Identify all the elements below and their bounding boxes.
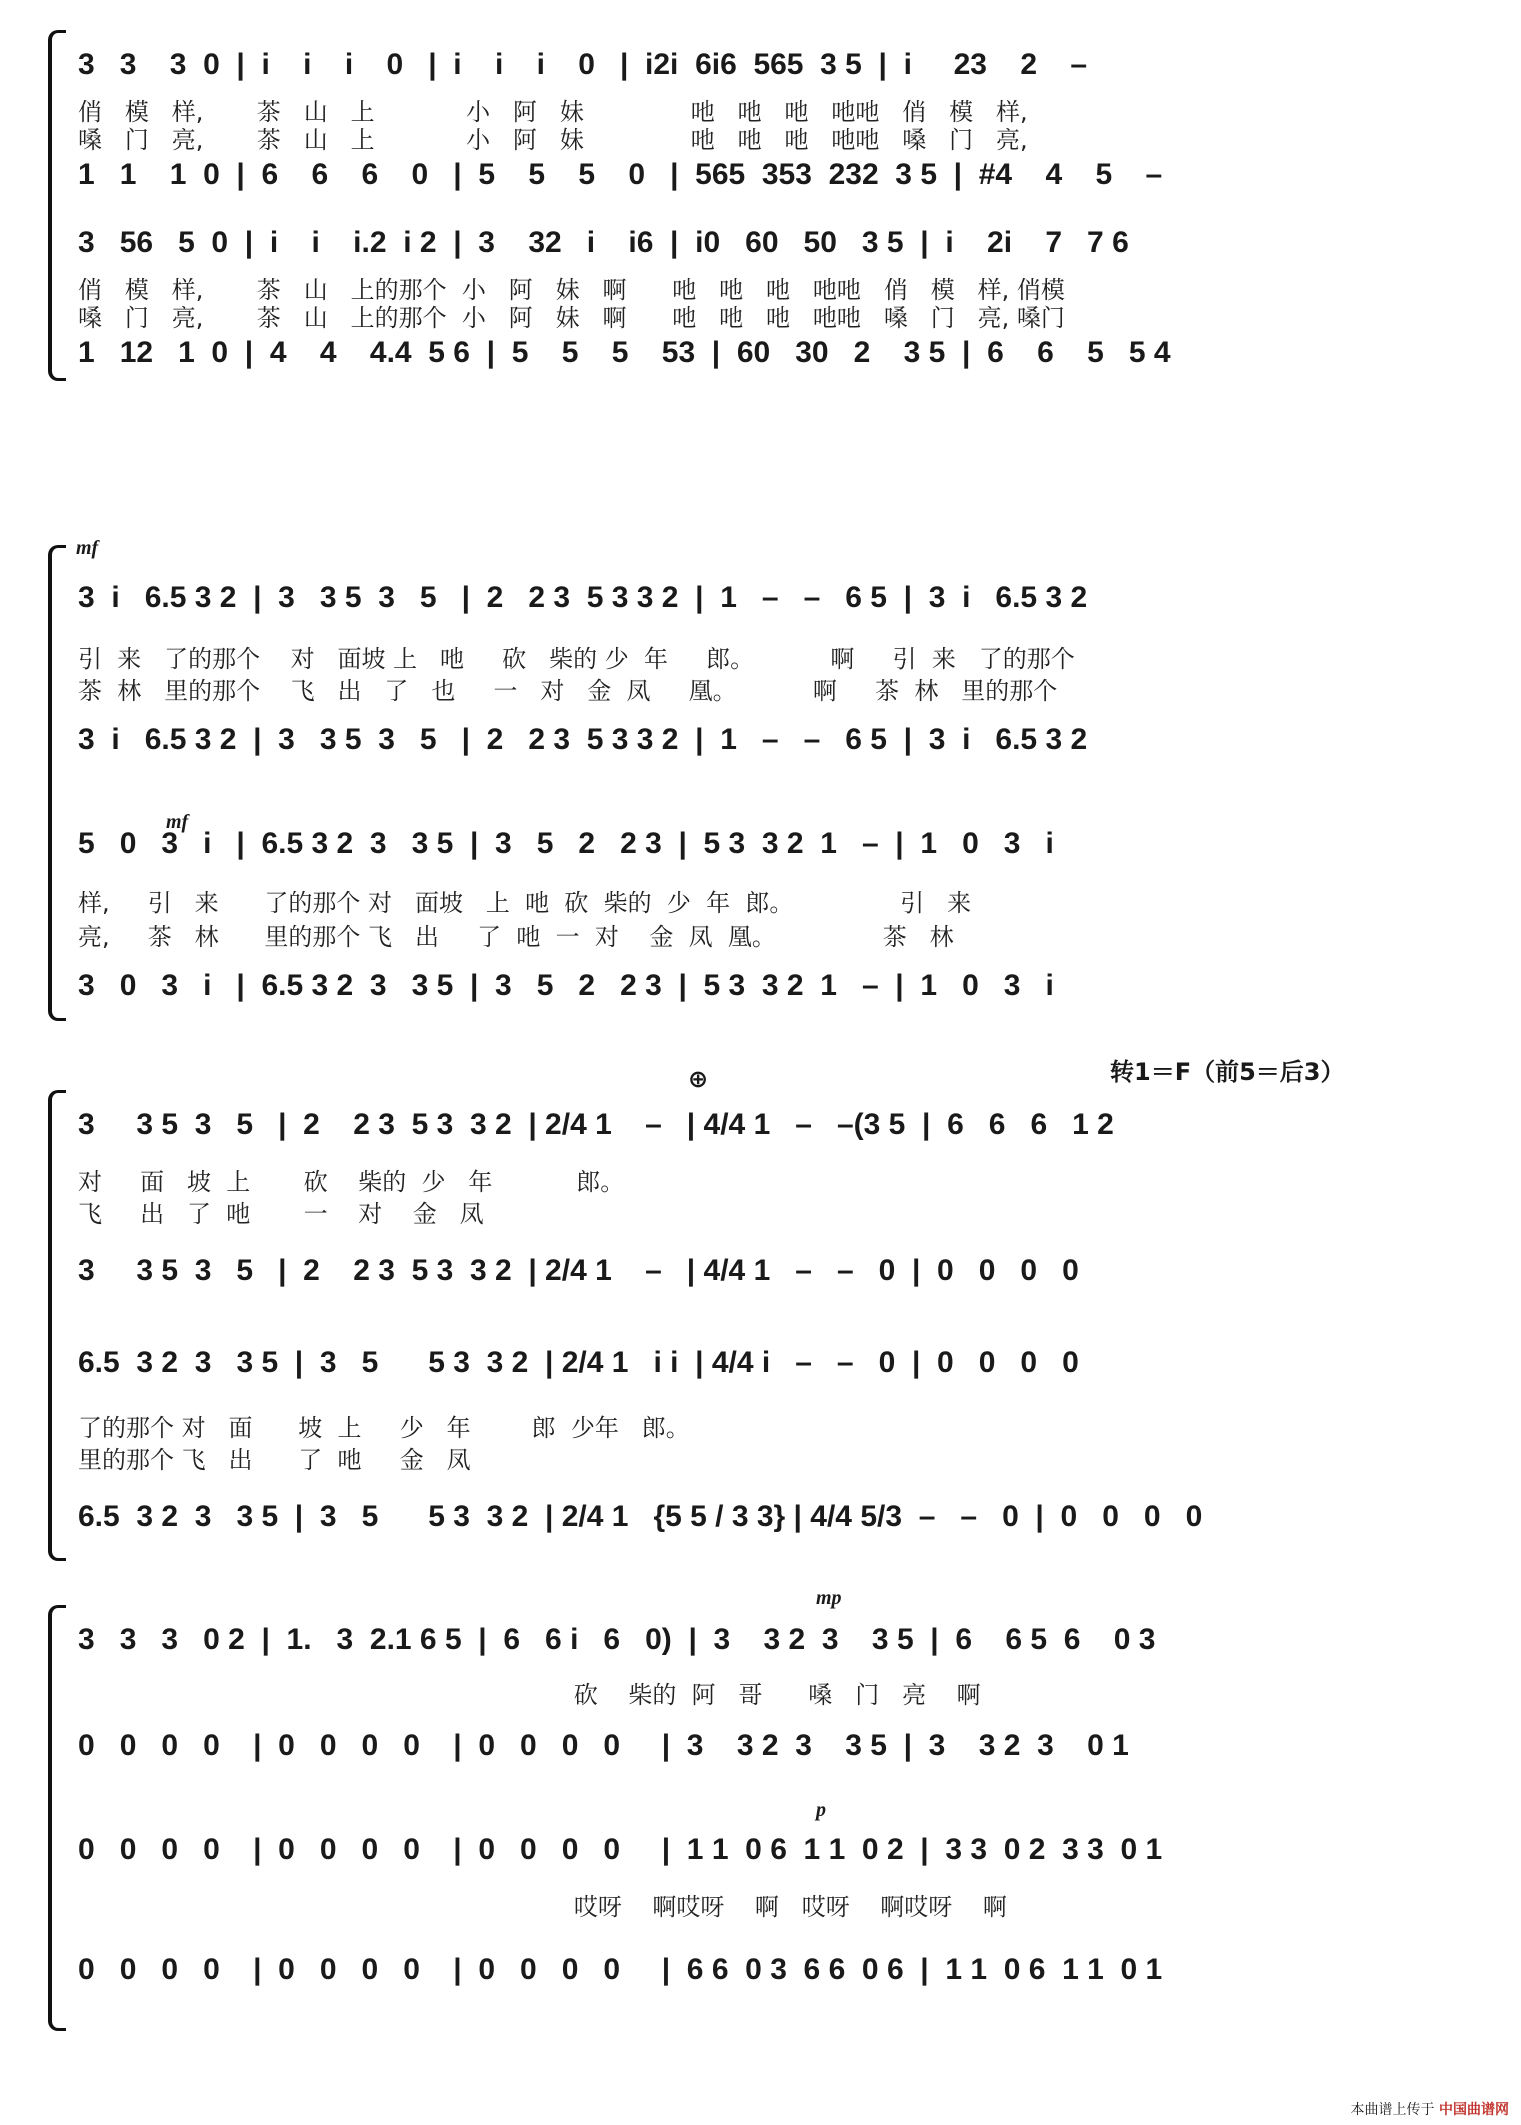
staff-bass: 3 0 3 i | 6.5 3 2 3 3 5 | 3 5 2 2 3 | 5 3 3 2 1 – | 1 0 3 i (78, 969, 1054, 1002)
dynamic-mp: mp (816, 1587, 842, 1609)
system-bracket (48, 1605, 66, 2031)
lyrics-verse-2: 亮, 茶 林 里的那个 飞 出 了 吔 一 对 金 凤 凰。 茶 林 (78, 923, 954, 951)
staff-tenor: 5 0 3 i | 6.5 3 2 3 3 5 | 3 5 2 2 3 | 5 3 3 2 1 – | 1 0 3 i (78, 827, 1054, 860)
lyrics-verse-1: 引 来 了的那个 对 面坡 上 吔 砍 柴的 少 年 郎。 啊 引 来 了的那个 (78, 645, 1075, 673)
lyrics-verse-1: 样, 引 来 了的那个 对 面坡 上 吔 砍 柴的 少 年 郎。 引 来 (78, 889, 972, 917)
footer-credit (1351, 2099, 1509, 2119)
staff-soprano: 3 3 3 0 2 | 1. 3 2.1 6 5 | 6 6 i 6 0) | 3 3 2 3 3 5 | 6 6 5 6 0 3 (78, 1623, 1156, 1656)
dynamic-mf: mf (76, 537, 99, 559)
staff-soprano: 3 3 3 0 | i i i 0 | i i i 0 | i2i 6i6 565 3 5 | i 23 2 – (78, 48, 1088, 81)
system-bracket (48, 545, 66, 1021)
staff-soprano: 3 3 5 3 5 | 2 2 3 5 3 3 2 | 2/4 1 – | 4/4 1 – –(3 5 | 6 6 6 1 2 (78, 1108, 1114, 1141)
lyrics-verse-1: 哎呀 啊哎呀 啊 哎呀 啊哎呀 啊 (78, 1893, 1007, 1921)
staff-bass: 1 12 1 0 | 4 4 4.4 5 6 | 5 5 5 53 | 60 30 2 3 5 | 6 6 5 5 4 (78, 336, 1171, 369)
staff-tenor: 3 56 5 0 | i i i.2 i 2 | 3 32 i i6 | i0 60 50 3 5 | i 2i 7 7 6 (78, 226, 1129, 259)
lyrics-verse-2: 嗓 门 亮, 茶 山 上 小 阿 妹 吔 吔 吔 吔吔 嗓 门 亮, (78, 126, 1028, 154)
staff-alto: 3 i 6.5 3 2 | 3 3 5 3 5 | 2 2 3 5 3 3 2 | 1 – – 6 5 | 3 i 6.5 3 2 (78, 723, 1088, 756)
site-logo[interactable]: 中国曲谱网 (1439, 2102, 1509, 2118)
lyrics-verse-2: 里的那个 飞 出 了 吔 金 凤 (78, 1446, 471, 1474)
footer-uploader: 本曲谱上传于 (1350, 2102, 1435, 2118)
staff-alto: 0 0 0 0 | 0 0 0 0 | 0 0 0 0 | 3 3 2 3 3 5 | 3 3 2 3 0 1 (78, 1729, 1129, 1762)
staff-bass: 0 0 0 0 | 0 0 0 0 | 0 0 0 0 | 6 6 0 3 6 6 0 6 | 1 1 0 6 1 1 0 1 (78, 1953, 1163, 1986)
lyrics-verse-1: 俏 模 样, 茶 山 上 小 阿 妹 吔 吔 吔 吔吔 俏 模 样, (78, 98, 1028, 126)
staff-alto: 1 1 1 0 | 6 6 6 0 | 5 5 5 0 | 565 353 232 3 5 | #4 4 5 – (78, 158, 1163, 191)
lyrics-verse-1: 砍 柴的 阿 哥 嗓 门 亮 啊 (78, 1681, 981, 1709)
staff-soprano: 3 i 6.5 3 2 | 3 3 5 3 5 | 2 2 3 5 3 3 2 | 1 – – 6 5 | 3 i 6.5 3 2 (78, 581, 1088, 614)
system-bracket (48, 30, 66, 381)
score-system-3 (48, 1090, 1468, 1560)
dynamic-mf: mf (166, 811, 189, 833)
staff-tenor: 0 0 0 0 | 0 0 0 0 | 0 0 0 0 | 1 1 0 6 1 1 0 2 | 3 3 0 2 3 3 0 1 (78, 1833, 1163, 1866)
coda-sign: ⊕ (688, 1066, 709, 1093)
dynamic-p: p (816, 1799, 826, 1821)
staff-tenor: 6.5 3 2 3 3 5 | 3 5 5 3 3 2 | 2/4 1 i i | 4/4 i – – 0 | 0 0 0 0 (78, 1346, 1079, 1379)
system-bracket (48, 1090, 66, 1561)
lyrics-verse-1: 了的那个 对 面 坡 上 少 年 郎 少年 郎。 (78, 1414, 690, 1442)
score-system-2 (48, 537, 1468, 1025)
lyrics-verse-2: 嗓 门 亮, 茶 山 上的那个 小 阿 妹 啊 吔 吔 吔 吔吔 嗓 门 亮, 嗓门 (78, 304, 1065, 332)
lyrics-verse-1: 对 面 坡 上 砍 柴的 少 年 郎。 (78, 1168, 625, 1196)
score-system-1 (48, 30, 1468, 380)
lyrics-verse-2: 茶 林 里的那个 飞 出 了 也 一 对 金 凤 凰。 啊 茶 林 里的那个 (78, 677, 1058, 705)
key-change-label: 转1＝F（前5＝后3） (1110, 1058, 1345, 1086)
score-system-4 (48, 1587, 1468, 2035)
staff-alto: 3 3 5 3 5 | 2 2 3 5 3 3 2 | 2/4 1 – | 4/4 1 – – 0 | 0 0 0 0 (78, 1254, 1079, 1287)
lyrics-verse-1: 俏 模 样, 茶 山 上的那个 小 阿 妹 啊 吔 吔 吔 吔吔 俏 模 样, 俏模 (78, 276, 1065, 304)
lyrics-verse-2: 飞 出 了 吔 一 对 金 凤 (78, 1200, 484, 1228)
staff-bass: 6.5 3 2 3 3 5 | 3 5 5 3 3 2 | 2/4 1 {5 5 / 3 3} | 4/4 5/3 – – 0 | 0 0 0 0 (78, 1500, 1203, 1533)
